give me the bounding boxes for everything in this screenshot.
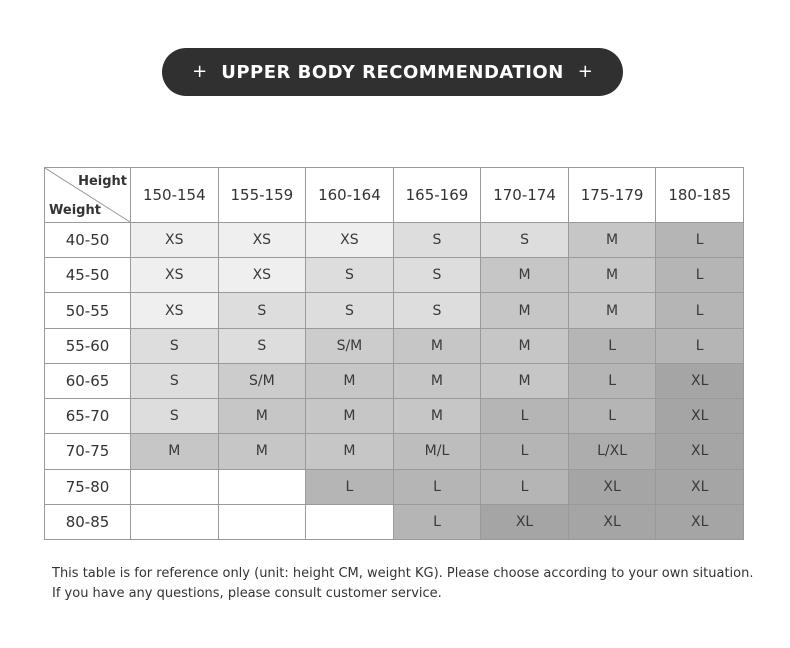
size-cell: L (656, 328, 744, 363)
weight-row-header: 70-75 (45, 434, 131, 469)
table-row (45, 469, 744, 504)
empty-cell (131, 469, 219, 504)
size-cell: S (218, 328, 306, 363)
size-cell: XS (131, 223, 219, 258)
size-cell: XL (656, 434, 744, 469)
size-cell: M (568, 223, 656, 258)
size-cell: L (568, 399, 656, 434)
size-cell: XL (568, 469, 656, 504)
size-cell: L (481, 399, 569, 434)
size-cell: S (131, 328, 219, 363)
empty-cell (218, 469, 306, 504)
empty-cell (218, 504, 306, 539)
size-cell: L (481, 434, 569, 469)
size-cell: L (306, 469, 394, 504)
table-row (45, 363, 744, 398)
weight-row-header: 50-55 (45, 293, 131, 328)
size-cell: L (656, 258, 744, 293)
size-cell: XS (218, 258, 306, 293)
height-column-header: 170-174 (481, 168, 569, 223)
size-cell: XL (481, 504, 569, 539)
weight-row-header: 55-60 (45, 328, 131, 363)
weight-row-header: 60-65 (45, 363, 131, 398)
weight-row-header: 40-50 (45, 223, 131, 258)
height-column-header: 165-169 (393, 168, 481, 223)
size-cell: M (481, 258, 569, 293)
size-cell: L (656, 223, 744, 258)
size-cell: M (306, 399, 394, 434)
size-cell: S (306, 293, 394, 328)
size-cell: L (393, 504, 481, 539)
height-column-header: 180-185 (656, 168, 744, 223)
height-column-header: 150-154 (131, 168, 219, 223)
title-banner (162, 48, 623, 96)
size-cell: S (131, 363, 219, 398)
header-row (45, 168, 744, 223)
size-cell: M (218, 434, 306, 469)
weight-row-header: 45-50 (45, 258, 131, 293)
size-cell: M/L (393, 434, 481, 469)
size-cell: XS (131, 293, 219, 328)
size-cell: S/M (306, 328, 394, 363)
size-cell: XL (656, 504, 744, 539)
corner-cell (45, 168, 131, 223)
table-row (45, 293, 744, 328)
size-cell: S (306, 258, 394, 293)
weight-row-header: 65-70 (45, 399, 131, 434)
size-cell: M (218, 399, 306, 434)
size-cell: L/XL (568, 434, 656, 469)
plus-icon: + (192, 61, 208, 82)
size-cell: XL (656, 469, 744, 504)
table-row (45, 223, 744, 258)
height-column-header: 155-159 (218, 168, 306, 223)
weight-axis-label: Weight (49, 203, 101, 218)
size-cell: M (568, 293, 656, 328)
size-cell: XL (656, 399, 744, 434)
size-cell: XL (568, 504, 656, 539)
size-table (44, 167, 744, 540)
size-cell: L (568, 328, 656, 363)
height-axis-label: Height (78, 174, 127, 189)
size-cell: M (481, 293, 569, 328)
table-row (45, 258, 744, 293)
size-cell: M (481, 328, 569, 363)
size-cell: S (393, 293, 481, 328)
size-cell: M (393, 399, 481, 434)
size-cell: M (568, 258, 656, 293)
size-cell: L (568, 363, 656, 398)
table-row (45, 399, 744, 434)
size-cell: S (131, 399, 219, 434)
note-line: If you have any questions, please consult customer service. (52, 586, 442, 601)
size-cell: XS (131, 258, 219, 293)
weight-row-header: 80-85 (45, 504, 131, 539)
page-title: UPPER BODY RECOMMENDATION (221, 61, 564, 83)
plus-icon: + (577, 61, 593, 82)
table-row (45, 434, 744, 469)
size-cell: L (656, 293, 744, 328)
size-cell: S (393, 258, 481, 293)
size-cell: S (393, 223, 481, 258)
weight-row-header: 75-80 (45, 469, 131, 504)
size-cell: XS (306, 223, 394, 258)
size-cell: L (393, 469, 481, 504)
size-cell: M (481, 363, 569, 398)
size-cell: S/M (218, 363, 306, 398)
size-cell: M (393, 328, 481, 363)
reference-note (52, 564, 772, 604)
size-cell: XL (656, 363, 744, 398)
size-cell: M (131, 434, 219, 469)
height-column-header: 175-179 (568, 168, 656, 223)
size-cell: S (481, 223, 569, 258)
size-cell: S (218, 293, 306, 328)
empty-cell (306, 504, 394, 539)
size-cell: M (306, 434, 394, 469)
table-row (45, 504, 744, 539)
size-cell: L (481, 469, 569, 504)
empty-cell (131, 504, 219, 539)
size-cell: XS (218, 223, 306, 258)
table-row (45, 328, 744, 363)
note-line: This table is for reference only (unit: height CM, weight KG). Please choose according to your own situation. (52, 566, 754, 581)
size-cell: M (393, 363, 481, 398)
height-column-header: 160-164 (306, 168, 394, 223)
size-cell: M (306, 363, 394, 398)
